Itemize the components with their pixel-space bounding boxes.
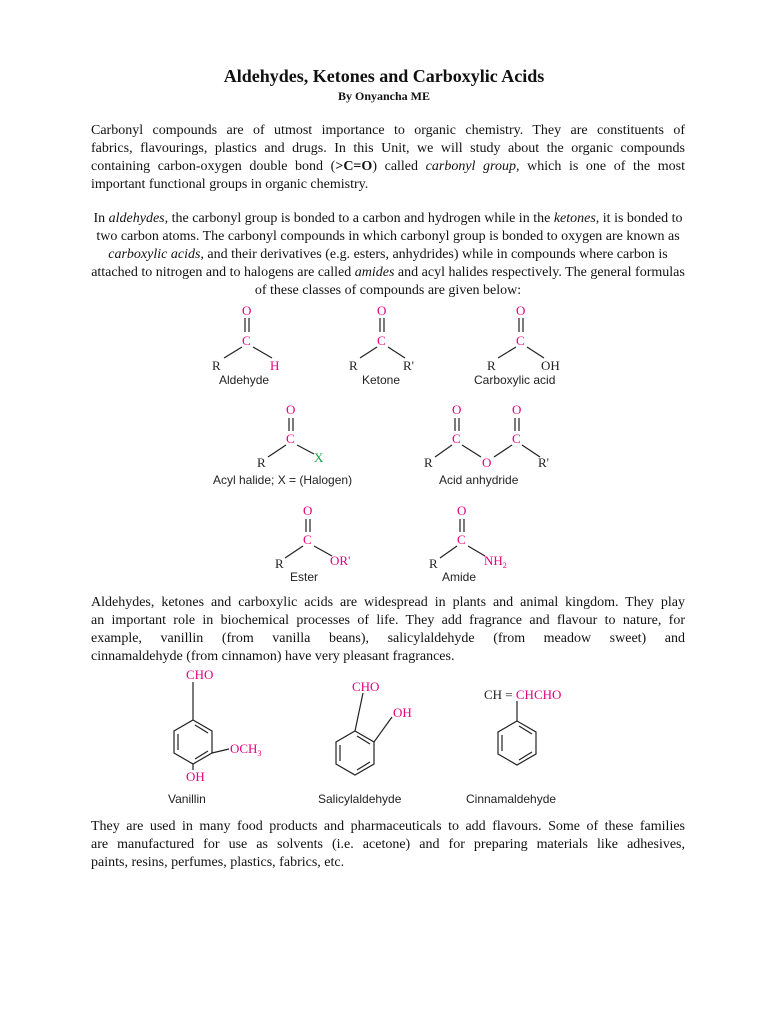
atom-c: C <box>452 431 461 446</box>
atom-r-prime: R' <box>403 358 415 373</box>
group-och3: $OCH_3$ <box>230 741 262 758</box>
atom-c: C <box>377 333 386 348</box>
atom-c: C <box>286 431 295 446</box>
atom-o: O <box>516 303 526 318</box>
text-line: an important role in biochemical processes of life. They add fragrance and flavour to nature, for <box>91 613 685 628</box>
atom-c: C <box>457 532 466 547</box>
atom-nh2: $NH_2$ <box>484 553 507 570</box>
group-oh: OH <box>393 705 412 720</box>
caption-aldehyde: Aldehyde <box>219 373 270 387</box>
atom-o: O <box>512 402 522 417</box>
atom-c: C <box>242 333 251 348</box>
text-line: Carbonyl compounds are of utmost importance to organic chemistry. They are constituents of <box>91 123 685 138</box>
carbonyl-formula: >C=O <box>335 159 373 174</box>
atom-oh: OH <box>541 358 560 373</box>
atom-o-bridge: O <box>482 455 492 470</box>
document-title: Aldehydes, Ketones and Carboxylic Acids <box>223 66 545 86</box>
caption-ester: Ester <box>290 570 319 584</box>
group-oh: OH <box>186 769 205 784</box>
caption-ketone: Ketone <box>362 373 401 387</box>
caption-acid-anhydride: Acid anhydride <box>439 473 519 487</box>
atom-o: O <box>242 303 252 318</box>
text-run: ) called <box>372 159 426 174</box>
text-run: and their derivatives (e.g. esters, anhydrides) while in compounds where carbon is attached to nitrogen and to halogens are called <box>91 247 668 280</box>
text-line: Aldehydes, ketones and carboxylic acids are widespread in plants and animal kingdom. They play <box>91 595 685 610</box>
caption-salicylaldehyde: Salicylaldehyde <box>318 792 402 806</box>
atom-x-halogen: X <box>314 450 324 465</box>
text-line: important functional groups in organic chemistry. <box>91 177 369 192</box>
text-line: They are used in many food products and pharmaceuticals to add flavours. Some of these families <box>91 819 685 834</box>
atom-r-prime: R' <box>538 455 550 470</box>
group-cho: CHO <box>352 679 380 694</box>
functional-groups-figure <box>0 300 768 590</box>
caption-vanillin: Vanillin <box>168 792 206 806</box>
uses-paragraph <box>91 818 685 872</box>
caption-amide: Amide <box>442 570 477 584</box>
atom-c: C <box>512 431 521 446</box>
term-aldehydes: aldehydes, <box>108 211 169 226</box>
atom-r: R <box>257 455 266 470</box>
atom-c: C <box>303 532 312 547</box>
document-author: By Onyancha ME <box>337 89 430 103</box>
term-carbonyl-group: carbonyl group, <box>425 159 520 174</box>
text-run: and acyl halides respectively. The general formulas of these classes of compounds are given below: <box>254 265 685 298</box>
caption-carboxylic-acid: Carboxylic acid <box>474 373 556 387</box>
term-ketones: ketones, <box>553 211 600 226</box>
text-run: In <box>93 211 109 226</box>
atom-o: O <box>286 402 296 417</box>
term-carboxylic-acids: carboxylic acids, <box>108 247 204 262</box>
occurrence-paragraph <box>91 594 685 666</box>
text-line: cinnamaldehyde (from cinnamon) have very pleasant fragrances. <box>91 649 455 664</box>
text-line: paints, resins, perfumes, plastics, fabrics, etc. <box>91 855 345 870</box>
classes-paragraph <box>91 210 685 300</box>
text-line: example, vanillin (from vanilla beans), salicylaldehyde (from meadow sweet) and <box>91 631 685 646</box>
caption-cinnamaldehyde: Cinnamaldehyde <box>466 792 557 806</box>
term-amides: amides <box>354 265 395 280</box>
atom-c: C <box>516 333 525 348</box>
text-line: are manufactured for use as solvents (i.e. acetone) and for preparing materials like adhesives, <box>91 837 685 852</box>
natural-compounds-figure <box>0 665 768 815</box>
atom-o: O <box>303 503 313 518</box>
atom-r: R <box>212 358 221 373</box>
text-line <box>91 158 685 176</box>
group-ch-chcho: CH = CHCHO <box>484 687 562 702</box>
text-run: the carbonyl group is bonded to a carbon and hydrogen while in the <box>168 211 554 226</box>
atom-r: R <box>487 358 496 373</box>
text-run: it is bonded to two carbon atoms. The carbonyl compounds in which carbonyl group is bonded to oxygen are known as <box>96 211 683 244</box>
text-run: which is one of the most <box>519 159 686 174</box>
text-run: containing carbon-oxygen double bond ( <box>91 159 336 174</box>
text-line: fabrics, flavourings, plastics and drugs. In this Unit, we will study about the organic compounds <box>91 141 685 156</box>
atom-r: R <box>424 455 433 470</box>
atom-o: O <box>452 402 462 417</box>
atom-r: R <box>349 358 358 373</box>
caption-acyl-halide: Acyl halide; X = (Halogen) <box>213 473 353 487</box>
intro-paragraph <box>91 122 685 194</box>
atom-o: O <box>457 503 467 518</box>
group-cho: CHO <box>186 667 214 682</box>
atom-r: R <box>429 556 438 571</box>
atom-h: H <box>270 358 280 373</box>
atom-o: O <box>377 303 387 318</box>
atom-r: R <box>275 556 284 571</box>
atom-or-prime: OR' <box>330 553 351 568</box>
